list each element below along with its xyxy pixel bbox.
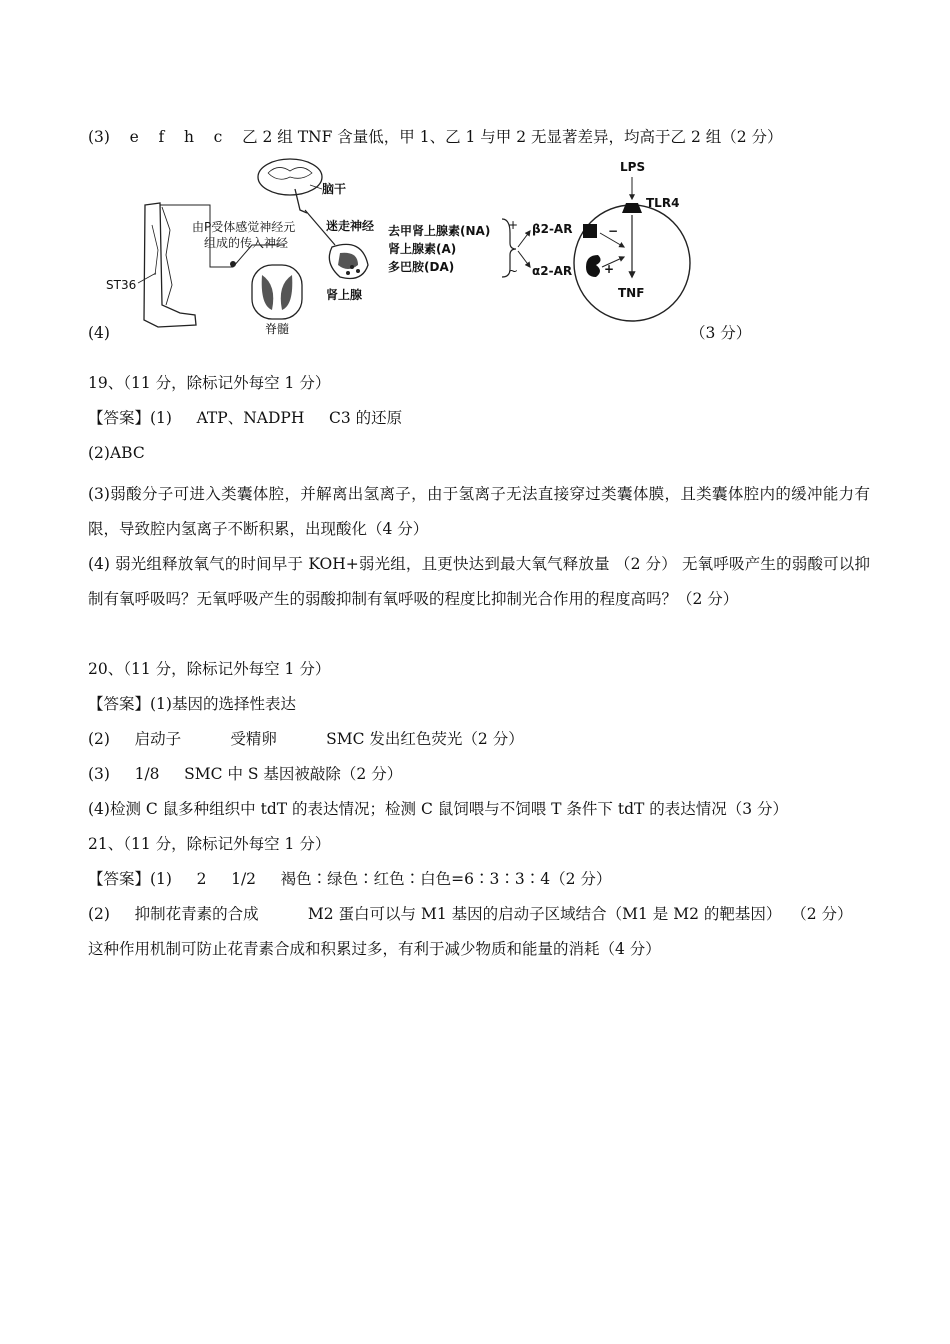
na-label: 去甲肾上腺素(NA) xyxy=(388,224,491,238)
adrenal-label: 肾上腺 xyxy=(326,288,363,302)
afferent-label-2: 组成的传入神经 xyxy=(204,236,289,250)
st36-label: ST36 xyxy=(106,278,137,292)
q19-answer-3: (3)弱酸分子可进入类囊体腔，并解离出氢离子，由于氢离子无法直接穿过类囊体膜，且类囊体腔内的缓冲能力有限，导致腔内氢离子不断积累，出现酸化（4 分） xyxy=(88,485,870,538)
plus-sign: + xyxy=(604,262,615,276)
q21-answer-1: 【答案】(1) 2 1/2 褐色∶绿色∶红色∶白色=6∶3∶3∶4（2 分） xyxy=(88,870,612,888)
leg-outline xyxy=(144,203,196,327)
brainstem-label: 脑干 xyxy=(322,182,347,196)
neuro-immune-diagram xyxy=(100,155,700,340)
beta2-label: β2-AR xyxy=(532,222,573,236)
q21-header: 21、（11 分，除标记外每空 1 分） xyxy=(88,835,331,853)
a-label: 肾上腺素(A) xyxy=(388,242,457,256)
vagus-label: 迷走神经 xyxy=(326,219,375,233)
q20-answer-2: (2) 启动子 受精卵 SMC 发出红色荧光（2 分） xyxy=(88,730,524,748)
q21-answer-2: (2) 抑制花青素的合成 M2 蛋白可以与 M1 基因的启动子区域结合（M1 是 M2 的靶基因） （2 分） xyxy=(88,905,853,923)
q21-answer-3: 这种作用机制可防止花青素合成和积累过多，有利于减少物质和能量的消耗（4 分） xyxy=(88,940,661,958)
lps-label: LPS xyxy=(620,160,646,174)
q19-answer-4: (4) 弱光组释放氧气的时间早于 KOH+弱光组，且更快达到最大氧气释放量 （2 分） 无氧呼吸产生的弱酸可以抑制有氧呼吸吗？无氧呼吸产生的弱酸抑制有氧呼吸的程度比抑制光合作用的程度高吗？（2 分） xyxy=(88,555,870,608)
q18-answer-4-label: (4) xyxy=(88,324,110,342)
q20-answer-4: (4)检测 C 鼠多种组织中 tdT 的表达情况；检测 C 鼠饲喂与不饲喂 T 条件下 tdT 的表达情况（3 分） xyxy=(88,800,789,818)
beta2-receptor xyxy=(583,224,597,238)
tlr4-label: TLR4 xyxy=(646,196,680,210)
spinal-cord xyxy=(252,265,302,319)
q20-answer-3: (3) 1/8 SMC 中 S 基因被敲除（2 分） xyxy=(88,765,403,783)
alpha2-label: α2-AR xyxy=(532,264,573,278)
q20-answer-1: 【答案】(1)基因的选择性表达 xyxy=(88,695,296,713)
q20-header: 20、（11 分，除标记外每空 1 分） xyxy=(88,660,331,678)
afferent-label-1: 由P受体感觉神经元 xyxy=(192,220,296,234)
tnf-label: TNF xyxy=(618,286,645,300)
spinal-label: 脊髓 xyxy=(265,322,290,336)
minus-sign: − xyxy=(608,224,619,238)
q18-answer-4-score: （3 分） xyxy=(690,324,752,342)
q19-answer-1: 【答案】(1) ATP、NADPH C3 的还原 xyxy=(88,409,403,427)
q18-answer-3: (3) e f h c 乙 2 组 TNF 含量低，甲 1、乙 1 与甲 2 无显著差异，均高于乙 2 组（2 分） xyxy=(88,128,783,146)
q19-answer-2: (2)ABC xyxy=(88,444,145,462)
svg-text:+: + xyxy=(508,218,519,232)
q19-header: 19、（11 分，除标记外每空 1 分） xyxy=(88,374,331,392)
svg-text:~: ~ xyxy=(508,264,519,278)
tlr4-receptor xyxy=(622,203,642,213)
da-label: 多巴胺(DA) xyxy=(388,260,455,274)
